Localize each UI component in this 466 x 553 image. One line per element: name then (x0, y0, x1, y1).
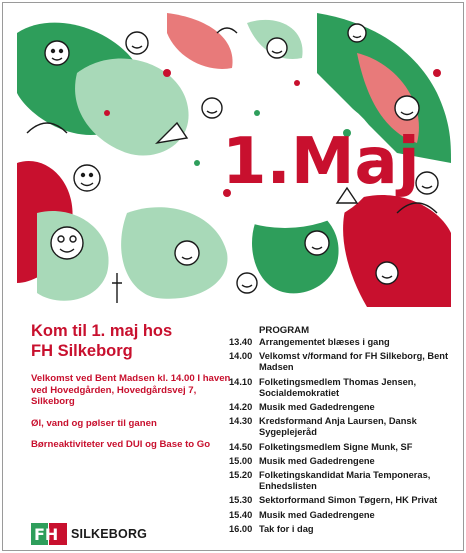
program-time: 14.10 (229, 376, 253, 387)
program-time: 14.20 (229, 402, 253, 413)
illustration-title: 1.Maj (222, 125, 420, 199)
may-day-illustration (17, 13, 451, 307)
program-time: 16.00 (229, 523, 253, 534)
fh-logo-icon (31, 523, 67, 545)
kids-text: Børneaktiviteter ved DUI og Base to Go (31, 439, 211, 451)
program-item: Folketingsmedlem Thomas Jensen, Socialdemokratiet (259, 376, 417, 398)
program-row (229, 470, 459, 492)
program-row (229, 510, 459, 521)
welcome-text: Velkomst ved Bent Madsen kl. 14.00 I haven ved Hovedgården, Hovedgårdsvej 7, Silkeborg (31, 373, 231, 408)
program-row (229, 416, 459, 438)
program-row (229, 351, 459, 373)
program-title: PROGRAM (259, 325, 310, 336)
program-time: 14.30 (229, 416, 253, 427)
program-item: Tak for i dag (259, 523, 314, 534)
program-time: 15.30 (229, 495, 253, 506)
program-item: Musik med Gadedrengene (259, 402, 375, 413)
headline-line2: FH Silkeborg (31, 342, 133, 360)
program-time: 15.20 (229, 470, 253, 481)
program-item: Kredsformand Anja Laursen, Dansk Sygeplejeråd (259, 416, 417, 438)
program-time: 14.00 (229, 351, 253, 362)
program-row (229, 495, 459, 506)
svg-text:FH: FH (34, 525, 59, 544)
program-item: Arrangementet blæses i gang (259, 337, 390, 347)
poster-frame (2, 2, 464, 551)
program-list (229, 337, 459, 535)
program-row (229, 337, 459, 348)
program-time: 15.40 (229, 509, 253, 520)
program-row (229, 456, 459, 467)
fh-silkeborg-logo (31, 523, 147, 545)
program-time: 13.40 (229, 337, 253, 347)
info-column (31, 321, 236, 451)
food-text: Øl, vand og pølser til ganen (31, 417, 157, 429)
program-row (229, 442, 459, 453)
program-time: 15.00 (229, 455, 253, 466)
program-row (229, 524, 459, 535)
logo-name: SILKEBORG (71, 527, 148, 541)
program-item: Sektorformand Simon Tøgern, HK Privat (259, 495, 438, 506)
program-item: Musik med Gadedrengene (259, 509, 375, 520)
program-item: Folketingskandidat Maria Temponeras, Enhedslisten (259, 470, 431, 492)
program-row (229, 402, 459, 413)
program-item: Musik med Gadedrengene (259, 455, 375, 466)
program-row (229, 377, 459, 399)
program-item: Folketingsmedlem Signe Munk, SF (259, 441, 413, 452)
program-time: 14.50 (229, 441, 253, 452)
program-item: Velkomst v/formand for FH Silkeborg, Bent Madsen (259, 351, 449, 373)
headline-line1: Kom til 1. maj hos (31, 322, 173, 340)
